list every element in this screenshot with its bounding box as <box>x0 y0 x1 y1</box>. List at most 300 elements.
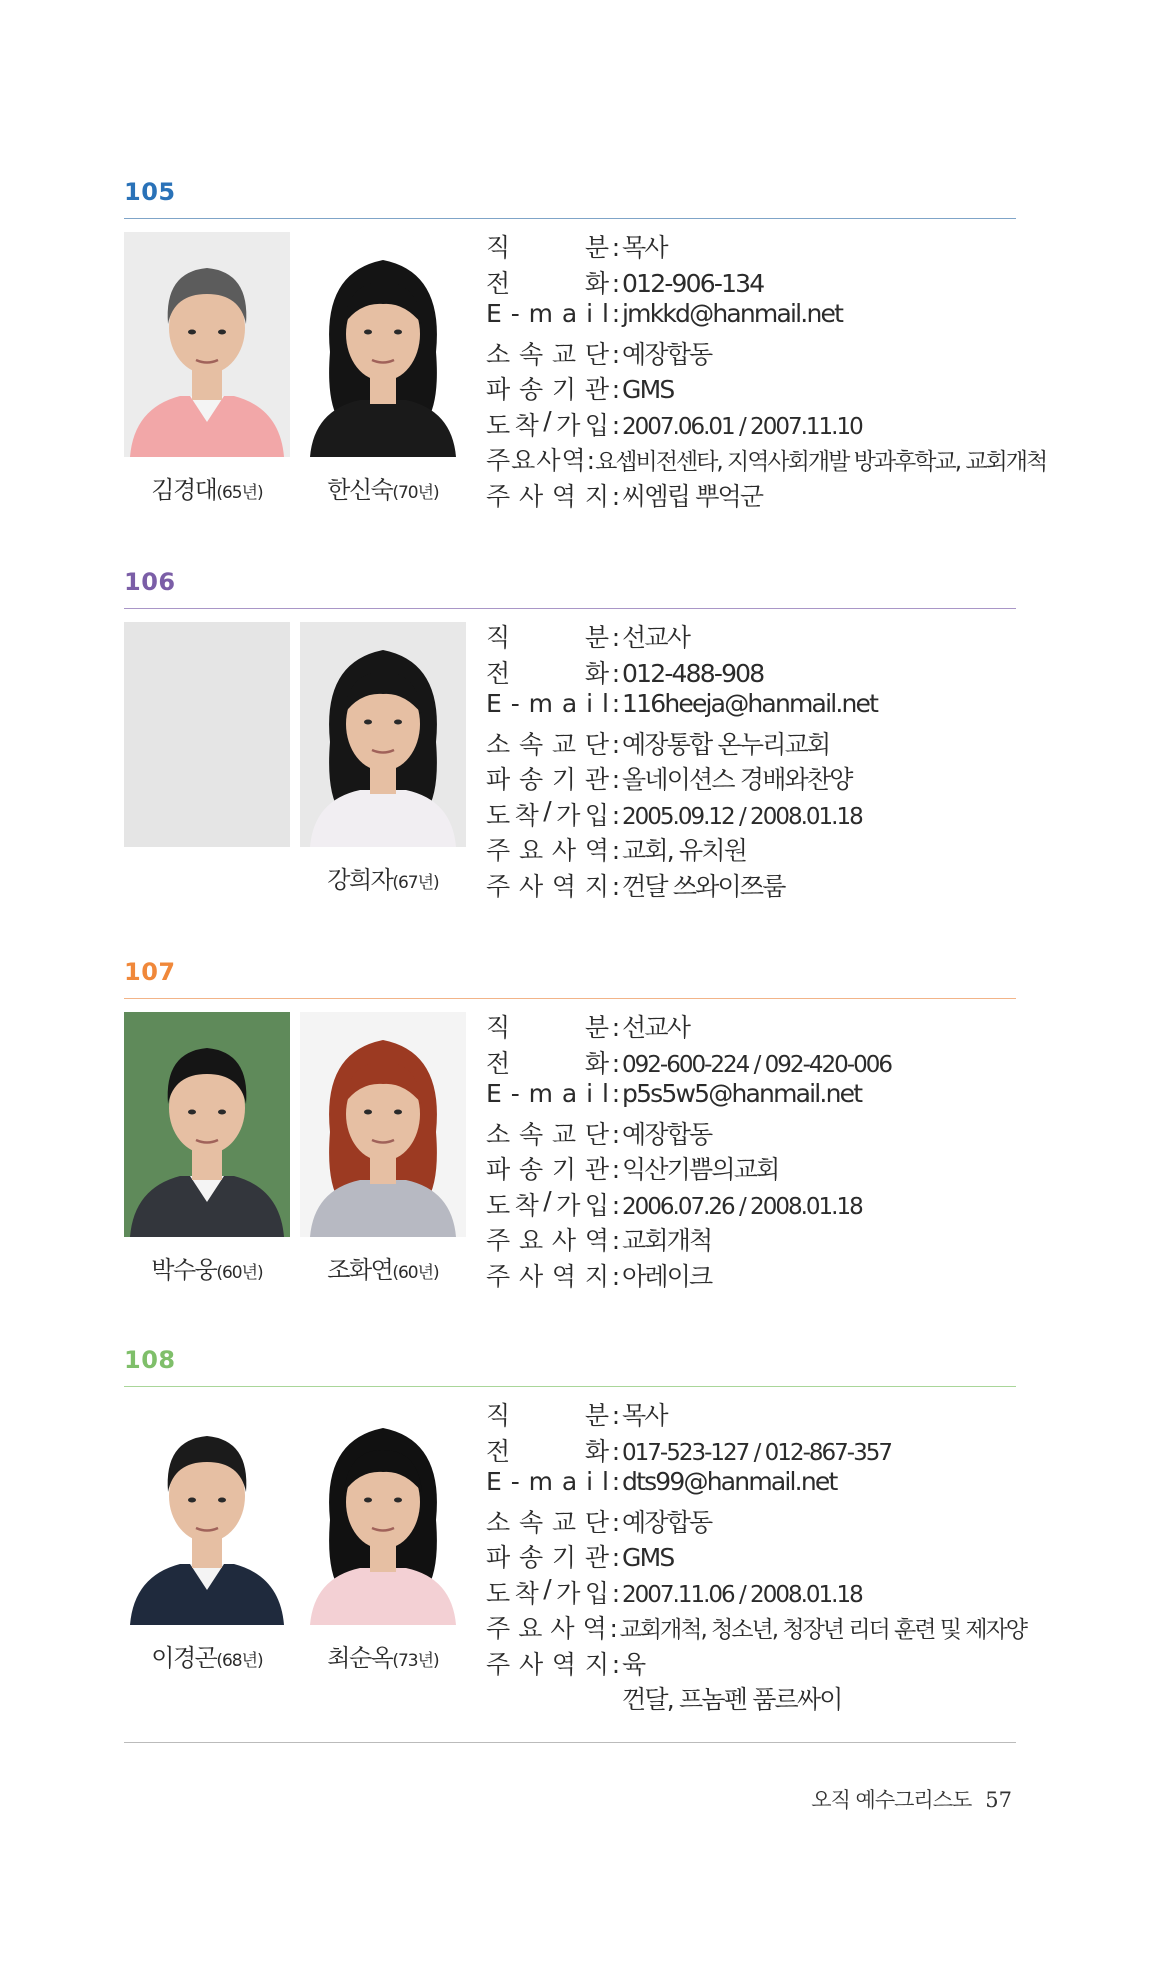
info-label-char: 분 <box>584 233 610 262</box>
info-colon: : <box>611 1155 621 1184</box>
info-colon: : <box>611 233 621 262</box>
info-value: 예장통합 온누리교회 <box>622 729 830 759</box>
info-label-char: m <box>528 689 554 718</box>
info-value: dts99@hanmail.net <box>622 1467 837 1496</box>
info-colon: : <box>611 481 621 511</box>
info-label <box>486 1079 610 1108</box>
info-value: 목사 <box>622 233 667 262</box>
info-value: p5s5w5@hanmail.net <box>622 1079 862 1108</box>
info-colon: : <box>611 871 621 901</box>
info-row <box>486 1008 1026 1044</box>
info-label <box>486 1574 610 1610</box>
info-colon: : <box>611 1119 621 1149</box>
info-colon: : <box>611 836 621 865</box>
info-value: GMS <box>622 1543 674 1572</box>
portrait-image <box>300 622 466 847</box>
info-label <box>486 370 610 406</box>
info-row-continuation <box>486 1680 1026 1716</box>
info-label-char: 교 <box>551 1507 578 1537</box>
person-name-text: 최순옥 <box>327 1644 393 1672</box>
info-label-char: 사 <box>551 1226 578 1255</box>
info-label-char: 가 <box>556 1578 582 1608</box>
info-label-char: - <box>510 689 521 718</box>
info-label-char: 입 <box>584 410 610 440</box>
info-row <box>486 406 1026 442</box>
info-label-char: l <box>602 1467 610 1496</box>
info-label-char: 관 <box>584 1155 610 1184</box>
info-row <box>486 1186 1026 1222</box>
info-label-char: 주 <box>486 836 512 865</box>
info-row <box>486 1574 1026 1610</box>
info-label <box>486 831 610 867</box>
info-value: 017-523-127 / 012-867-357 <box>622 1439 891 1466</box>
info-colon: : <box>611 1649 621 1679</box>
info-label-char: 송 <box>518 1543 545 1572</box>
info-label-char: E <box>486 299 503 328</box>
info-value: 교회개척, 청소년, 청장년 리더 훈련 및 제자양 <box>619 1617 1026 1643</box>
info-label-char: 사 <box>518 1649 545 1679</box>
info-label-char: 착 <box>514 1190 540 1220</box>
info-label-char: 지 <box>584 1261 610 1291</box>
info-label-char: 소 <box>486 729 512 759</box>
person-name <box>300 1250 466 1285</box>
info-label-char: 단 <box>584 1507 610 1537</box>
info-label-char: 사 <box>551 836 578 865</box>
info-colon: : <box>611 1261 621 1291</box>
info-label-char: 착 <box>514 1578 540 1608</box>
info-label <box>486 264 610 300</box>
info-label-char: 입 <box>584 1190 610 1220</box>
info-value: 교회, 유치원 <box>622 836 747 865</box>
info-label-char: i <box>586 1467 595 1496</box>
info-label-char: 요 <box>518 1226 545 1255</box>
info-value: 껀달, 프놈펜 품르싸이 <box>622 1685 842 1714</box>
info-label <box>486 1396 610 1432</box>
info-label-char: 전 <box>486 1436 512 1466</box>
info-label <box>486 1432 610 1468</box>
info-value: 선교사 <box>622 1013 690 1042</box>
info-row <box>486 831 1026 867</box>
info-value: 익산기쁨의교회 <box>622 1155 779 1184</box>
info-colon: : <box>611 623 621 652</box>
person-name-text: 이경곤 <box>151 1644 217 1672</box>
person-name <box>124 470 290 505</box>
info-label <box>486 1150 610 1186</box>
info-colon: : <box>611 410 621 440</box>
info-label <box>486 654 610 690</box>
bottom-divider <box>124 1742 1016 1743</box>
info-label-char: 분 <box>584 1013 610 1042</box>
birth-year: (65년) <box>216 483 263 503</box>
info-label-char: 요 <box>518 1614 544 1643</box>
info-label <box>486 725 610 761</box>
entry-divider <box>124 218 1016 219</box>
info-value: 아레이크 <box>622 1261 712 1291</box>
info-label-char: 도 <box>486 1578 512 1608</box>
info-label <box>486 796 610 832</box>
info-label-char: 교 <box>551 1119 578 1149</box>
info-label-char: / <box>543 795 553 825</box>
info-label-char: 분 <box>584 623 610 652</box>
info-label-char: 관 <box>584 765 610 794</box>
info-value: 육 <box>622 1649 645 1679</box>
info-label-char: 역 <box>584 1226 610 1255</box>
person-name <box>124 1638 290 1673</box>
entry-divider <box>124 998 1016 999</box>
info-colon: : <box>611 1048 621 1078</box>
info-label-char: 가 <box>556 410 582 440</box>
info-label-char: m <box>528 1467 554 1496</box>
info-value: jmkkd@hanmail.net <box>622 299 843 328</box>
info-value: 012-906-134 <box>622 268 764 298</box>
info-value: 껀달 쓰와이쯔룸 <box>622 871 785 901</box>
info-label <box>486 1467 610 1496</box>
page-footer <box>811 1784 1012 1814</box>
info-label-char: 역 <box>551 871 578 901</box>
info-colon: : <box>611 1543 621 1572</box>
info-label-char: 속 <box>518 729 545 759</box>
portrait-image <box>124 1400 290 1625</box>
info-label <box>486 867 610 903</box>
info-label-char: 사 <box>550 1614 576 1643</box>
info-label-char: 입 <box>584 800 610 830</box>
info-label-char: 기 <box>551 1543 578 1572</box>
info-label-char: 직 <box>486 233 512 262</box>
info-row <box>486 1150 1026 1186</box>
info-row <box>486 1538 1026 1574</box>
info-value: 목사 <box>622 1401 667 1430</box>
person-name-text: 박수웅 <box>151 1256 217 1284</box>
info-row <box>486 1221 1026 1257</box>
info-label-char: 분 <box>584 1401 610 1430</box>
info-label-char: i <box>586 299 595 328</box>
info-label-char: a <box>561 299 579 328</box>
info-label-char: E <box>486 1467 503 1496</box>
info-label-char: 도 <box>486 800 512 830</box>
info-label-char: 송 <box>518 375 545 404</box>
info-label-char: 기 <box>551 1155 578 1184</box>
entry-number: 108 <box>124 1346 176 1374</box>
info-colon: : <box>611 1226 621 1255</box>
info-label-char: 전 <box>486 268 512 298</box>
info-label-char: 주 <box>486 1261 512 1291</box>
info-label <box>486 228 610 264</box>
info-label-char: 단 <box>584 339 610 369</box>
person-photo <box>300 622 466 847</box>
portrait-image <box>124 622 290 847</box>
info-row <box>486 1467 1026 1503</box>
info-label-char: 직 <box>486 1013 512 1042</box>
footer-title: 오직 예수그리스도 <box>811 1788 972 1812</box>
info-label <box>486 477 610 513</box>
info-label-char: - <box>510 299 521 328</box>
info-label-char: 관 <box>584 1543 610 1572</box>
info-row <box>486 796 1026 832</box>
info-value: 교회개척 <box>622 1226 712 1255</box>
info-label-char: i <box>586 689 595 718</box>
info-colon: : <box>611 339 621 369</box>
person-photo <box>300 1400 466 1625</box>
info-label-char: - <box>510 1467 521 1496</box>
info-label-char: 사 <box>518 481 545 511</box>
info-value: 예장합동 <box>622 1507 712 1537</box>
info-label-char: 직 <box>486 623 512 652</box>
info-label-char: 화 <box>584 1048 610 1078</box>
info-label-char: 착 <box>514 410 540 440</box>
info-label-char: E <box>486 689 503 718</box>
info-label-char: 속 <box>518 1119 545 1149</box>
info-label <box>486 406 610 442</box>
info-colon: : <box>611 375 621 404</box>
info-row <box>486 1609 1026 1645</box>
info-value: 예장합동 <box>622 1119 712 1149</box>
info-label-char: a <box>561 1079 579 1108</box>
info-label-char: 요 <box>511 446 537 475</box>
info-row <box>486 228 1026 264</box>
info-label-char: 교 <box>551 339 578 369</box>
person-name-text: 조화연 <box>327 1256 393 1284</box>
birth-year: (73년) <box>392 1651 439 1671</box>
info-label <box>486 1257 610 1293</box>
info-label-char: i <box>586 1079 595 1108</box>
entry-number: 107 <box>124 958 176 986</box>
info-value: 선교사 <box>622 623 690 652</box>
info-label <box>486 1008 610 1044</box>
info-value: 예장합동 <box>622 339 712 369</box>
entry-divider <box>124 1386 1016 1387</box>
info-colon: : <box>611 1467 621 1496</box>
info-label-char: 역 <box>584 836 610 865</box>
info-label-char: 가 <box>556 800 582 830</box>
portrait-image <box>300 232 466 457</box>
info-label-char: a <box>561 1467 579 1496</box>
info-row <box>486 654 1026 690</box>
info-list <box>486 1396 1026 1716</box>
info-list <box>486 1008 1026 1292</box>
info-label-char: 주 <box>486 871 512 901</box>
person-name <box>124 1250 290 1285</box>
info-value: 2005.09.12 / 2008.01.18 <box>622 803 862 830</box>
person-photo <box>300 232 466 457</box>
info-label-char: 지 <box>584 871 610 901</box>
info-label-char: a <box>561 689 579 718</box>
info-label <box>486 335 610 371</box>
info-label-char: E <box>486 1079 503 1108</box>
info-label-char: 역 <box>551 481 578 511</box>
info-label-char: 파 <box>486 765 512 794</box>
info-label-char: / <box>543 405 553 435</box>
info-label-char: 사 <box>536 446 562 475</box>
info-label-char: 주 <box>486 446 512 475</box>
info-value: 2007.06.01 / 2007.11.10 <box>622 413 862 440</box>
info-colon: : <box>611 1190 621 1220</box>
info-value: 092-600-224 / 092-420-006 <box>622 1051 891 1078</box>
info-label-char: 주 <box>486 1226 512 1255</box>
info-label-char: l <box>602 1079 610 1108</box>
info-colon: : <box>586 446 596 475</box>
info-label-char: 속 <box>518 1507 545 1537</box>
info-label-char: 파 <box>486 1155 512 1184</box>
entry-divider <box>124 608 1016 609</box>
info-value: 씨엠립 뿌억군 <box>622 481 763 511</box>
portrait-image <box>300 1400 466 1625</box>
info-row <box>486 264 1026 300</box>
info-label-char: 직 <box>486 1401 512 1430</box>
info-row <box>486 618 1026 654</box>
info-row <box>486 441 1047 477</box>
info-label-char: - <box>510 1079 521 1108</box>
info-row <box>486 689 1026 725</box>
info-label <box>486 760 610 796</box>
person-photo <box>124 1012 290 1237</box>
info-colon: : <box>611 268 621 298</box>
birth-year: (70년) <box>392 483 439 503</box>
person-name <box>300 1638 466 1673</box>
info-label-char: 입 <box>584 1578 610 1608</box>
info-label-char: 단 <box>584 729 610 759</box>
info-row <box>486 1044 1026 1080</box>
info-label <box>486 299 610 328</box>
info-row <box>486 867 1026 903</box>
info-label-char: 역 <box>551 1261 578 1291</box>
info-label-char: 화 <box>584 658 610 688</box>
entry-number: 106 <box>124 568 176 596</box>
info-label-char: 송 <box>518 765 545 794</box>
info-label-char: 주 <box>486 1649 512 1679</box>
info-list <box>486 228 1047 512</box>
info-label-char: 도 <box>486 410 512 440</box>
person-name <box>300 860 466 895</box>
portrait-image <box>124 1012 290 1237</box>
person-name-text: 김경대 <box>151 476 217 504</box>
info-label-char: 관 <box>584 375 610 404</box>
info-row <box>486 477 1026 513</box>
info-label-char: 소 <box>486 339 512 369</box>
info-label-char: 주 <box>486 481 512 511</box>
info-label-char: 단 <box>584 1119 610 1149</box>
info-label-char: 속 <box>518 339 545 369</box>
info-row <box>486 760 1026 796</box>
info-value: 2006.07.26 / 2008.01.18 <box>622 1193 862 1220</box>
page-number: 57 <box>985 1788 1012 1812</box>
info-row <box>486 1115 1026 1151</box>
info-label <box>486 689 610 718</box>
info-label-char: 주 <box>486 1614 512 1643</box>
info-label-char: 도 <box>486 1190 512 1220</box>
info-label-char: 가 <box>556 1190 582 1220</box>
info-row <box>486 1079 1026 1115</box>
info-colon: : <box>611 299 621 328</box>
portrait-image <box>124 232 290 457</box>
birth-year: (67년) <box>392 873 439 893</box>
info-label-char: 기 <box>551 765 578 794</box>
person-photo <box>124 1400 290 1625</box>
info-row <box>486 1257 1026 1293</box>
photo-placeholder <box>124 622 290 847</box>
info-label-char: 송 <box>518 1155 545 1184</box>
info-row <box>486 1432 1026 1468</box>
info-value: 2007.11.06 / 2008.01.18 <box>622 1581 862 1608</box>
info-colon: : <box>611 1013 621 1042</box>
info-colon: : <box>611 765 621 794</box>
info-label-char: 파 <box>486 375 512 404</box>
info-colon: : <box>611 658 621 688</box>
info-label <box>486 1115 610 1151</box>
info-colon: : <box>611 689 621 718</box>
entry-number: 105 <box>124 178 176 206</box>
info-label-char: 사 <box>518 871 545 901</box>
info-row <box>486 725 1026 761</box>
info-colon: : <box>611 1436 621 1466</box>
info-label-char: 착 <box>514 800 540 830</box>
info-label-char: 역 <box>551 1649 578 1679</box>
info-value: 012-488-908 <box>622 658 764 688</box>
person-name-text: 강희자 <box>327 866 393 894</box>
info-colon: : <box>611 1578 621 1608</box>
info-row <box>486 1396 1026 1432</box>
info-row <box>486 1503 1026 1539</box>
info-value: GMS <box>622 375 674 404</box>
info-label-char: 소 <box>486 1119 512 1149</box>
info-label-char: / <box>543 1573 553 1603</box>
info-label-char: 역 <box>561 446 587 475</box>
info-label <box>486 1538 610 1574</box>
info-value: 116heeja@hanmail.net <box>622 689 878 718</box>
info-label-char: 소 <box>486 1507 512 1537</box>
info-label-char: 요 <box>518 836 545 865</box>
info-label-char: / <box>543 1185 553 1215</box>
info-colon: : <box>611 800 621 830</box>
info-label <box>486 1186 610 1222</box>
info-label-char: l <box>602 689 610 718</box>
info-row <box>486 335 1026 371</box>
info-label-char: 교 <box>551 729 578 759</box>
info-colon: : <box>611 1079 621 1108</box>
info-row <box>486 299 1026 335</box>
info-label <box>486 1221 610 1257</box>
info-label-char: m <box>528 1079 554 1108</box>
info-row <box>486 1645 1026 1681</box>
info-label-char: 화 <box>584 1436 610 1466</box>
info-row <box>486 370 1026 406</box>
person-photo <box>124 232 290 457</box>
info-label <box>486 1609 608 1645</box>
info-label <box>486 1645 610 1681</box>
info-label-char: 지 <box>584 481 610 511</box>
info-label-char: 전 <box>486 1048 512 1078</box>
info-colon: : <box>611 729 621 759</box>
info-colon: : <box>611 1401 621 1430</box>
info-label <box>486 1503 610 1539</box>
info-label-char: m <box>528 299 554 328</box>
info-colon: : <box>611 1507 621 1537</box>
info-value: 올네이션스 경배와찬양 <box>622 765 852 794</box>
info-label-char: 역 <box>582 1614 608 1643</box>
info-label-char: 파 <box>486 1543 512 1572</box>
info-label-char: 전 <box>486 658 512 688</box>
info-label-char: l <box>602 299 610 328</box>
info-list <box>486 618 1026 902</box>
person-name-text: 한신숙 <box>327 476 393 504</box>
info-label <box>486 1044 610 1080</box>
person-name <box>300 470 466 505</box>
info-label <box>486 618 610 654</box>
birth-year: (60년) <box>392 1263 439 1283</box>
portrait-image <box>300 1012 466 1237</box>
info-value: 요셉비전센타, 지역사회개발 방과후학교, 교회개척 <box>595 449 1047 475</box>
birth-year: (68년) <box>216 1651 263 1671</box>
info-label <box>486 441 587 477</box>
